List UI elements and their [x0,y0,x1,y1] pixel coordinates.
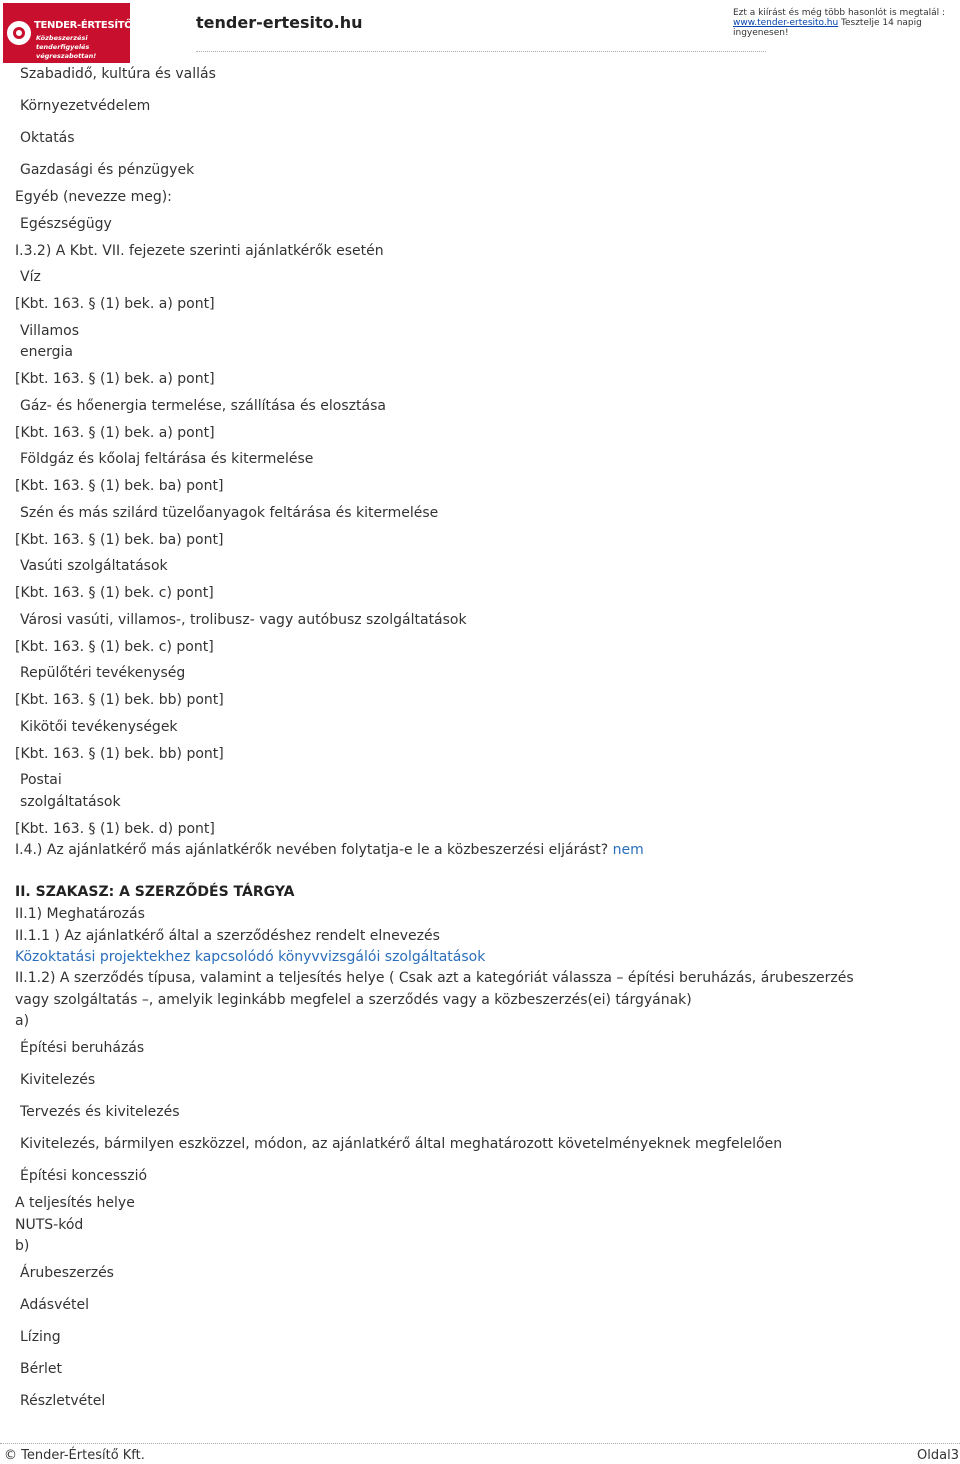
category-item: Kikötői tevékenységek [20,719,178,735]
field-label: II.1.1 ) Az ajánlatkérő által a szerződéshez rendelt elnevezés [15,928,440,944]
category-item: Szabadidő, kultúra és vallás [20,66,216,82]
field-label-cont: vagy szolgáltatás –, amelyik leginkább megfelel a szerződés vagy a közbeszerzés(ei) tárgyának) [15,992,692,1008]
option-group-label: a) [15,1013,30,1029]
category-item: Vasúti szolgáltatások [20,558,168,574]
category-item: Oktatás [20,130,75,146]
option-item: Részletvétel [20,1393,106,1409]
question-text: I.4.) Az ajánlatkérő más ajánlatkérők nevében folytatja-e le a közbeszerzési eljárást? [15,842,609,858]
option-item: Lízing [20,1329,61,1345]
promo-line2: Tesztelje 14 napig ingyenesen! [733,18,922,38]
legal-reference: [Kbt. 163. § (1) bek. a) pont] [15,425,215,441]
question-answer: nem [612,842,644,858]
question-line [15,840,644,860]
page-number: Oldal3 [917,1448,959,1463]
option-group-label: b) [15,1238,30,1254]
option-item: Adásvétel [20,1297,89,1313]
legal-reference: [Kbt. 163. § (1) bek. bb) pont] [15,746,224,762]
option-item: Tervezés és kivitelezés [20,1104,180,1120]
category-item: Villamos [20,323,80,339]
legal-reference: [Kbt. 163. § (1) bek. a) pont] [15,296,215,312]
legal-reference: [Kbt. 163. § (1) bek. c) pont] [15,585,214,601]
legal-reference: [Kbt. 163. § (1) bek. c) pont] [15,639,214,655]
section-title: II. SZAKASZ: A SZERZŐDÉS TÁRGYA [15,884,295,900]
option-item: Árubeszerzés [20,1265,114,1281]
promo-text [733,8,958,38]
category-item: Városi vasúti, villamos-, trolibusz- vagy autóbusz szolgáltatások [20,612,467,628]
category-item: szolgáltatások [20,794,121,810]
footer-copyright: © Tender-Értesítő Kft. [4,1448,145,1463]
section-heading: I.3.2) A Kbt. VII. fejezete szerinti ajánlatkérők esetén [15,243,384,259]
contract-name-value: Közoktatási projektekhez kapcsolódó könyvvizsgálói szolgáltatások [15,949,486,965]
category-item: Földgáz és kőolaj feltárása és kitermelése [20,451,314,467]
subsection-heading: II.1) Meghatározás [15,906,145,922]
category-item: Víz [20,269,41,285]
legal-reference: [Kbt. 163. § (1) bek. bb) pont] [15,692,224,708]
field-label: Egyéb (nevezze meg): [15,189,172,205]
logo-target-icon [7,21,31,45]
option-item: Bérlet [20,1361,62,1377]
promo-line1: Ezt a kiírást és még több hasonlót is megtalál : [733,8,946,18]
header-divider [196,51,766,52]
category-item: energia [20,344,73,360]
page-footer [0,1443,960,1464]
option-item: Építési koncesszió [20,1168,148,1184]
legal-reference: [Kbt. 163. § (1) bek. d) pont] [15,821,215,837]
logo-name: TENDER-ÉRTESÍTŐ.hu [34,20,150,31]
logo-tagline: Közbeszerzési tenderfigyelés végreszabottan! [36,34,97,60]
page-header [0,0,960,64]
site-logo[interactable] [3,3,150,63]
field-label: NUTS-kód [15,1217,84,1233]
option-item: Építési beruházás [20,1040,145,1056]
category-item: Gáz- és hőenergia termelése, szállítása és elosztása [20,398,386,414]
field-label: II.1.2) A szerződés típusa, valamint a teljesítés helye ( Csak azt a kategóriát válassza – építési beruházás, árubeszerzés [15,970,854,986]
category-item: Repülőtéri tevékenység [20,665,186,681]
field-label: A teljesítés helye [15,1195,135,1211]
option-item: Kivitelezés, bármilyen eszközzel, módon, az ajánlatkérő által meghatározott követelményeknek megfelelően [20,1136,783,1152]
category-item: Szén és más szilárd tüzelőanyagok feltárása és kitermelése [20,505,439,521]
category-item: Környezetvédelem [20,98,151,114]
legal-reference: [Kbt. 163. § (1) bek. ba) pont] [15,532,224,548]
option-item: Kivitelezés [20,1072,96,1088]
category-item: Postai [20,772,62,788]
category-item: Gazdasági és pénzügyek [20,162,195,178]
promo-link[interactable]: www.tender-ertesito.hu [733,18,839,28]
site-title: tender-ertesito.hu [196,13,363,32]
category-item: Egészségügy [20,216,112,232]
legal-reference: [Kbt. 163. § (1) bek. a) pont] [15,371,215,387]
legal-reference: [Kbt. 163. § (1) bek. ba) pont] [15,478,224,494]
